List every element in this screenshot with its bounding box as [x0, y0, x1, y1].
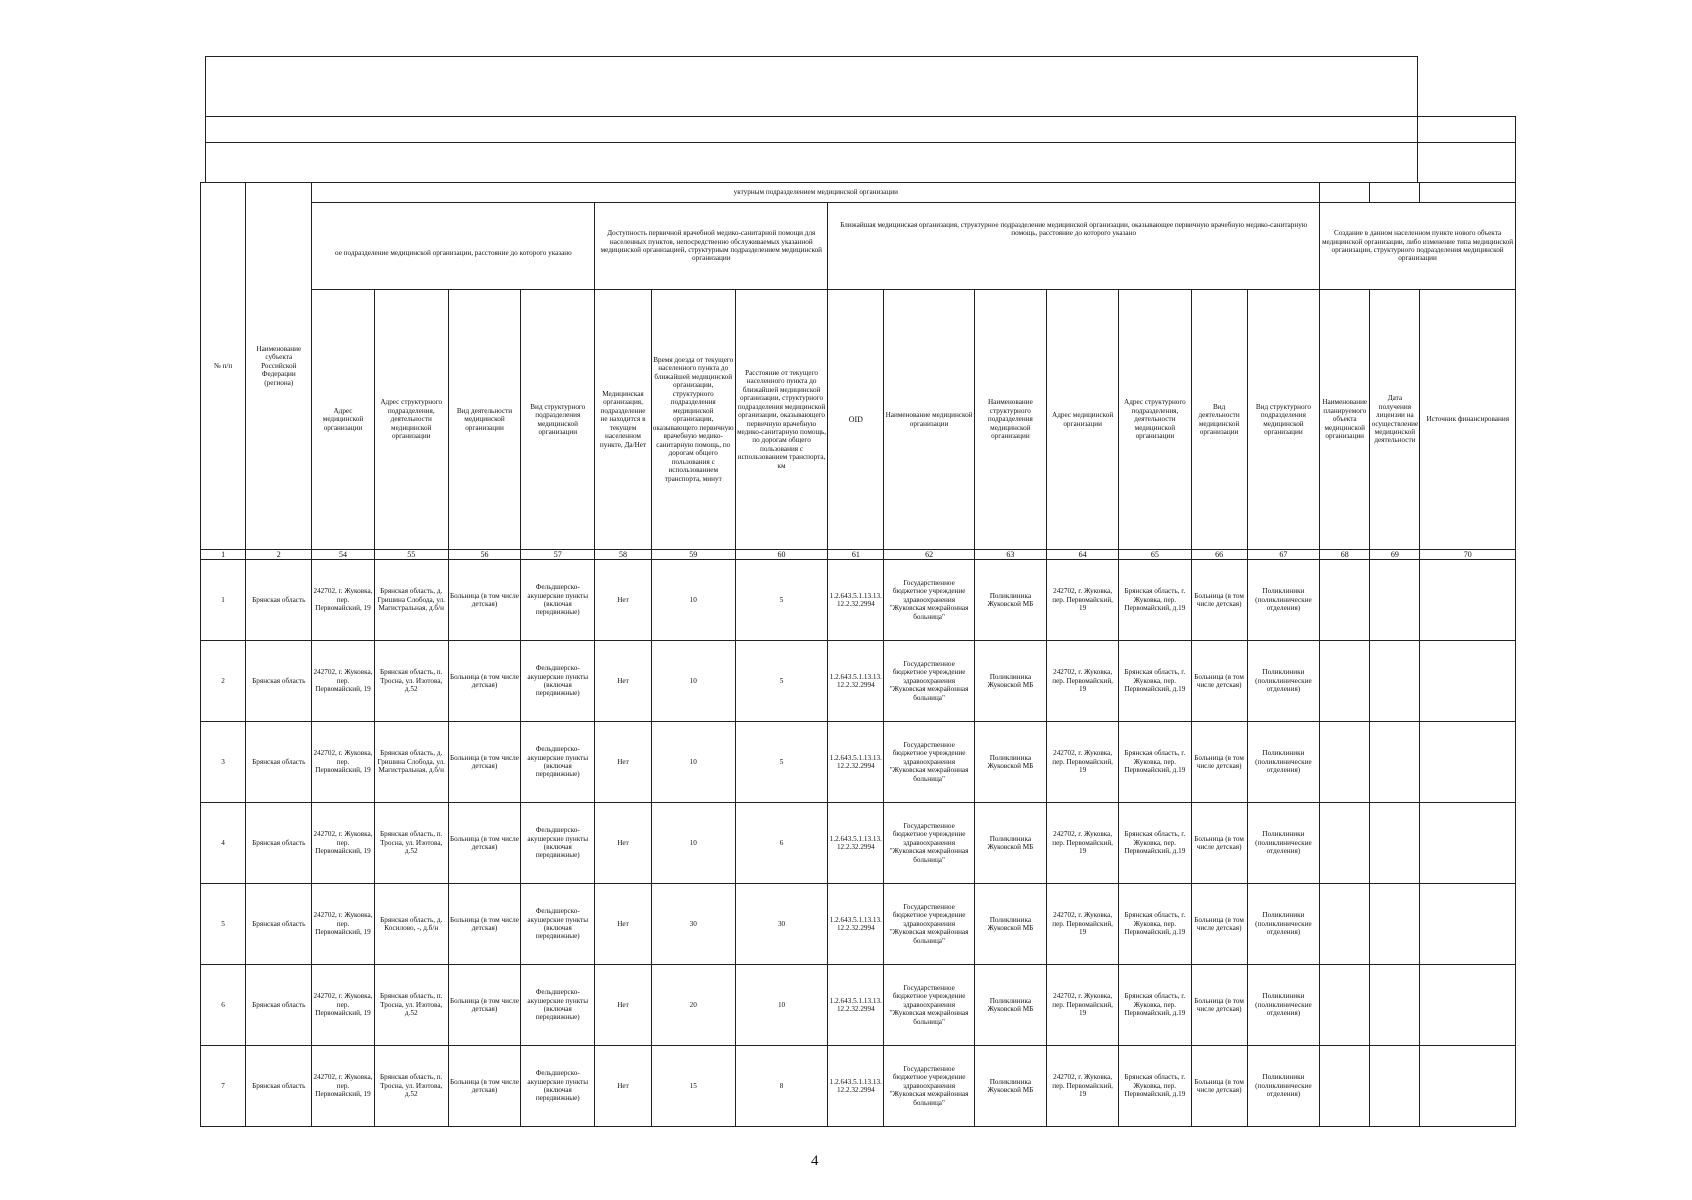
page-number: 4 — [811, 1153, 819, 1169]
cell-vid-sub: Фельдшерско-акушерские пункты (включая передвижные) — [521, 884, 595, 965]
col-number: 67 — [1247, 550, 1319, 560]
cell-flag: Нет — [595, 884, 651, 965]
cell-vid-sub2: Поликлиники (поликлинические отделения) — [1247, 965, 1319, 1046]
cell-c69 — [1370, 641, 1420, 722]
band-right-edge — [1515, 116, 1516, 183]
empty-header-cell — [1420, 183, 1516, 203]
cell-region: Брянская область — [246, 722, 312, 803]
cell-vid-sub2: Поликлиники (поликлинические отделения) — [1247, 1046, 1319, 1127]
col-62-header: Наименование медицинской организации — [884, 290, 974, 550]
subgroup-nearest: Ближайшая медицинская организация, структурное подразделение медицинской организации, оказывающее первичную врачебную медико-санитарную помощь, расстояние до которого указано — [828, 203, 1320, 290]
cell-n: 1 — [201, 560, 246, 641]
cell-c69 — [1370, 803, 1420, 884]
cell-dist: 5 — [735, 722, 827, 803]
cell-addr-sub: Брянская область, д. Гришина Слобода, ул. Магистральная, д.б/н — [374, 722, 448, 803]
cell-time: 20 — [651, 965, 735, 1046]
col-number: 66 — [1191, 550, 1247, 560]
table-row — [201, 965, 1516, 1046]
cell-addr-mo: 242702, г. Жуковка, пер. Первомайский, 19 — [312, 560, 374, 641]
cell-name-sub: Поликлиника Жуковской МБ — [974, 884, 1046, 965]
cell-flag: Нет — [595, 965, 651, 1046]
band-divider — [205, 116, 1516, 117]
cell-c69 — [1370, 1046, 1420, 1127]
cell-addr-mo: 242702, г. Жуковка, пер. Первомайский, 19 — [312, 803, 374, 884]
cell-name-sub: Поликлиника Жуковской МБ — [974, 641, 1046, 722]
cell-c70 — [1420, 722, 1516, 803]
col-number: 59 — [651, 550, 735, 560]
cell-c68 — [1320, 1046, 1370, 1127]
cell-n: 2 — [201, 641, 246, 722]
cell-c68 — [1320, 641, 1370, 722]
cell-flag: Нет — [595, 803, 651, 884]
col-55-header: Адрес структурного подразделения, деятельности медицинской организации — [374, 290, 448, 550]
cell-vid-mo: Больница (в том числе детская) — [448, 560, 520, 641]
cell-c70 — [1420, 1046, 1516, 1127]
cell-vid-sub: Фельдшерско-акушерские пункты (включая передвижные) — [521, 965, 595, 1046]
cell-c69 — [1370, 722, 1420, 803]
cell-addr-mo2: 242702, г. Жуковка, пер. Первомайский, 19 — [1047, 641, 1119, 722]
cell-vid-mo2: Больница (в том числе детская) — [1191, 884, 1247, 965]
col-54-header: Адрес медицинской организации — [312, 290, 374, 550]
cell-addr-sub2: Брянская область, г. Жуковка, пер. Первомайский, д.19 — [1119, 884, 1191, 965]
cell-vid-mo2: Больница (в том числе детская) — [1191, 803, 1247, 884]
cell-c68 — [1320, 560, 1370, 641]
col-2-header: Наименование субъекта Российской Федерации (региона) — [246, 183, 312, 550]
cell-time: 15 — [651, 1046, 735, 1127]
cell-vid-mo: Больница (в том числе детская) — [448, 641, 520, 722]
cell-vid-mo: Больница (в том числе детская) — [448, 1046, 520, 1127]
cell-vid-sub: Фельдшерско-акушерские пункты (включая передвижные) — [521, 560, 595, 641]
cell-oid: 1.2.643.5.1.13.13.12.2.32.2994 — [828, 722, 884, 803]
cell-addr-sub2: Брянская область, г. Жуковка, пер. Первомайский, д.19 — [1119, 1046, 1191, 1127]
cell-dist: 5 — [735, 641, 827, 722]
cell-flag: Нет — [595, 1046, 651, 1127]
cell-addr-sub: Брянская область, п. Троснa, ул. Изотова, д.52 — [374, 965, 448, 1046]
subgroup-new: Создание в данном населенном пункте нового объекта медицинской организации, либо изменение типа медицинской организации, структурного подразделения медицинской организации — [1320, 203, 1516, 290]
cell-flag: Нет — [595, 722, 651, 803]
table-row — [201, 722, 1516, 803]
col-number: 65 — [1119, 550, 1191, 560]
cell-vid-mo2: Больница (в том числе детская) — [1191, 1046, 1247, 1127]
cell-c68 — [1320, 884, 1370, 965]
cell-n: 6 — [201, 965, 246, 1046]
col-60-header: Расстояние от текущего населенного пункта до ближайшей медицинской организации, структурного подразделения медицинской организации, оказывающего первичную врачебную медико-санитарную помощь, по дорогам общего пользования с использованием транспорта, км — [735, 290, 827, 550]
cell-c69 — [1370, 884, 1420, 965]
cell-vid-sub2: Поликлиники (поликлинические отделения) — [1247, 803, 1319, 884]
subgroup-access: Доступность первичной врачебной медико-санитарной помощи для населенных пунктов, непосредственно обслуживаемых указанной медицинской организацией, структурным подразделением медицинской организации — [595, 203, 828, 290]
cell-addr-sub: Брянская область, п. Троснa, ул. Изотова, д.52 — [374, 641, 448, 722]
cell-vid-mo2: Больница (в том числе детская) — [1191, 560, 1247, 641]
cell-name-mo: Государственное бюджетное учреждение здравоохранения "Жуковская межрайонная больница" — [884, 803, 974, 884]
cell-addr-mo2: 242702, г. Жуковка, пер. Первомайский, 19 — [1047, 884, 1119, 965]
cell-c70 — [1420, 641, 1516, 722]
cell-name-sub: Поликлиника Жуковской МБ — [974, 803, 1046, 884]
cell-addr-mo: 242702, г. Жуковка, пер. Первомайский, 19 — [312, 1046, 374, 1127]
cell-addr-mo: 242702, г. Жуковка, пер. Первомайский, 19 — [312, 965, 374, 1046]
cell-addr-mo2: 242702, г. Жуковка, пер. Первомайский, 19 — [1047, 722, 1119, 803]
cell-vid-sub: Фельдшерско-акушерские пункты (включая передвижные) — [521, 1046, 595, 1127]
table-row — [201, 1046, 1516, 1127]
cell-c70 — [1420, 965, 1516, 1046]
subgroup-left: ое подразделение медицинской организации, расстояние до которого указано — [312, 203, 595, 290]
col-number: 60 — [735, 550, 827, 560]
cell-time: 10 — [651, 722, 735, 803]
cell-name-mo: Государственное бюджетное учреждение здравоохранения "Жуковская межрайонная больница" — [884, 560, 974, 641]
cell-addr-sub2: Брянская область, г. Жуковка, пер. Первомайский, д.19 — [1119, 803, 1191, 884]
col-number: 64 — [1047, 550, 1119, 560]
top-rule — [205, 56, 1418, 57]
col-59-header: Время доезда от текущего населенного пункта до ближайшей медицинской организации, структурного подразделения медицинской организации, оказывающего первичную врачебную медико-санитарную помощь, по дорогам общего пользования с использованием транспорта, минут — [651, 290, 735, 550]
cell-region: Брянская область — [246, 803, 312, 884]
cell-name-mo: Государственное бюджетное учреждение здравоохранения "Жуковская межрайонная больница" — [884, 965, 974, 1046]
cell-addr-sub2: Брянская область, г. Жуковка, пер. Первомайский, д.19 — [1119, 965, 1191, 1046]
cell-name-sub: Поликлиника Жуковской МБ — [974, 965, 1046, 1046]
section-title: уктурным подразделением медицинской организации — [312, 183, 1320, 203]
col-70-header: Источник финансирования — [1420, 290, 1516, 550]
data-table — [200, 182, 1516, 1127]
cell-c68 — [1320, 965, 1370, 1046]
cell-oid: 1.2.643.5.1.13.13.12.2.32.2994 — [828, 560, 884, 641]
cell-addr-sub2: Брянская область, г. Жуковка, пер. Первомайский, д.19 — [1119, 641, 1191, 722]
cell-region: Брянская область — [246, 965, 312, 1046]
top-frame — [205, 56, 1418, 183]
cell-vid-mo2: Больница (в том числе детская) — [1191, 965, 1247, 1046]
empty-header-cell — [1370, 183, 1420, 203]
cell-c70 — [1420, 884, 1516, 965]
col-56-header: Вид деятельности медицинской организации — [448, 290, 520, 550]
cell-time: 10 — [651, 641, 735, 722]
cell-vid-sub: Фельдшерско-акушерские пункты (включая передвижные) — [521, 641, 595, 722]
col-68-header: Наименование планируемого объекта медицинской организации — [1320, 290, 1370, 550]
cell-n: 4 — [201, 803, 246, 884]
cell-time: 10 — [651, 803, 735, 884]
cell-vid-sub2: Поликлиники (поликлинические отделения) — [1247, 884, 1319, 965]
cell-region: Брянская область — [246, 884, 312, 965]
cell-c69 — [1370, 560, 1420, 641]
cell-addr-mo2: 242702, г. Жуковка, пер. Первомайский, 19 — [1047, 1046, 1119, 1127]
cell-c68 — [1320, 722, 1370, 803]
cell-time: 30 — [651, 884, 735, 965]
cell-dist: 10 — [735, 965, 827, 1046]
cell-name-mo: Государственное бюджетное учреждение здравоохранения "Жуковская межрайонная больница" — [884, 884, 974, 965]
cell-dist: 6 — [735, 803, 827, 884]
cell-n: 5 — [201, 884, 246, 965]
col-67-header: Вид структурного подразделения медицинской организации — [1247, 290, 1319, 550]
cell-vid-sub2: Поликлиники (поликлинические отделения) — [1247, 722, 1319, 803]
cell-name-sub: Поликлиника Жуковской МБ — [974, 1046, 1046, 1127]
col-number: 1 — [201, 550, 246, 560]
table-row — [201, 641, 1516, 722]
cell-name-sub: Поликлиника Жуковской МБ — [974, 560, 1046, 641]
cell-dist: 30 — [735, 884, 827, 965]
cell-vid-sub: Фельдшерско-акушерские пункты (включая передвижные) — [521, 722, 595, 803]
cell-region: Брянская область — [246, 641, 312, 722]
cell-dist: 8 — [735, 1046, 827, 1127]
cell-dist: 5 — [735, 560, 827, 641]
cell-addr-mo2: 242702, г. Жуковка, пер. Первомайский, 19 — [1047, 965, 1119, 1046]
cell-vid-mo: Больница (в том числе детская) — [448, 803, 520, 884]
cell-c70 — [1420, 560, 1516, 641]
col-number: 62 — [884, 550, 974, 560]
cell-c69 — [1370, 965, 1420, 1046]
cell-name-sub: Поликлиника Жуковской МБ — [974, 722, 1046, 803]
col-number: 69 — [1370, 550, 1420, 560]
cell-addr-mo: 242702, г. Жуковка, пер. Первомайский, 19 — [312, 884, 374, 965]
col-64-header: Адрес медицинской организации — [1047, 290, 1119, 550]
cell-flag: Нет — [595, 560, 651, 641]
cell-name-mo: Государственное бюджетное учреждение здравоохранения "Жуковская межрайонная больница" — [884, 722, 974, 803]
col-number: 70 — [1420, 550, 1516, 560]
cell-vid-mo: Больница (в том числе детская) — [448, 722, 520, 803]
cell-c70 — [1420, 803, 1516, 884]
table-row — [201, 884, 1516, 965]
band-divider — [205, 142, 1516, 143]
cell-n: 3 — [201, 722, 246, 803]
col-number: 2 — [246, 550, 312, 560]
cell-addr-sub2: Брянская область, г. Жуковка, пер. Первомайский, д.19 — [1119, 722, 1191, 803]
cell-vid-mo2: Больница (в том числе детская) — [1191, 722, 1247, 803]
table-row — [201, 560, 1516, 641]
cell-addr-sub: Брянская область, д. Косилово, -, д.б/н — [374, 884, 448, 965]
col-65-header: Адрес структурного подразделения, деятельности медицинской организации — [1119, 290, 1191, 550]
cell-vid-sub2: Поликлиники (поликлинические отделения) — [1247, 560, 1319, 641]
col-number: 63 — [974, 550, 1046, 560]
col-66-header: Вид деятельности медицинской организации — [1191, 290, 1247, 550]
cell-oid: 1.2.643.5.1.13.13.12.2.32.2994 — [828, 1046, 884, 1127]
cell-vid-mo: Больница (в том числе детская) — [448, 884, 520, 965]
cell-vid-mo2: Больница (в том числе детская) — [1191, 641, 1247, 722]
empty-header-cell — [1320, 183, 1370, 203]
cell-name-mo: Государственное бюджетное учреждение здравоохранения "Жуковская межрайонная больница" — [884, 641, 974, 722]
col-1-header: № п/п — [201, 183, 246, 550]
cell-oid: 1.2.643.5.1.13.13.12.2.32.2994 — [828, 884, 884, 965]
cell-vid-sub: Фельдшерско-акушерские пункты (включая передвижные) — [521, 803, 595, 884]
cell-addr-mo2: 242702, г. Жуковка, пер. Первомайский, 19 — [1047, 803, 1119, 884]
cell-oid: 1.2.643.5.1.13.13.12.2.32.2994 — [828, 641, 884, 722]
col-number: 68 — [1320, 550, 1370, 560]
cell-addr-mo: 242702, г. Жуковка, пер. Первомайский, 19 — [312, 641, 374, 722]
cell-c68 — [1320, 803, 1370, 884]
cell-time: 10 — [651, 560, 735, 641]
col-number: 55 — [374, 550, 448, 560]
col-58-header: Медицинская организация, подразделение не находится в текущем населенном пункте, Да/Нет — [595, 290, 651, 550]
col-69-header: Дата получения лицензии на осуществление медицинской деятельности — [1370, 290, 1420, 550]
cell-addr-sub: Брянская область, п. Троснa, ул. Изотова, д.52 — [374, 1046, 448, 1127]
col-63-header: Наименование структурного подразделения медицинской организации — [974, 290, 1046, 550]
table-row — [201, 803, 1516, 884]
cell-oid: 1.2.643.5.1.13.13.12.2.32.2994 — [828, 965, 884, 1046]
cell-addr-mo: 242702, г. Жуковка, пер. Первомайский, 19 — [312, 722, 374, 803]
cell-oid: 1.2.643.5.1.13.13.12.2.32.2994 — [828, 803, 884, 884]
cell-addr-sub: Брянская область, д. Гришина Слобода, ул. Магистральная, д.б/н — [374, 560, 448, 641]
cell-region: Брянская область — [246, 560, 312, 641]
cell-region: Брянская область — [246, 1046, 312, 1127]
col-number: 57 — [521, 550, 595, 560]
cell-name-mo: Государственное бюджетное учреждение здравоохранения "Жуковская межрайонная больница" — [884, 1046, 974, 1127]
cell-addr-sub: Брянская область, п. Троснa, ул. Изотова, д.52 — [374, 803, 448, 884]
col-number: 58 — [595, 550, 651, 560]
col-61-header: OID — [828, 290, 884, 550]
cell-vid-mo: Больница (в том числе детская) — [448, 965, 520, 1046]
cell-addr-sub2: Брянская область, г. Жуковка, пер. Первомайский, д.19 — [1119, 560, 1191, 641]
column-number-row — [201, 550, 1516, 560]
cell-flag: Нет — [595, 641, 651, 722]
col-57-header: Вид структурного подразделения медицинской организации — [521, 290, 595, 550]
cell-n: 7 — [201, 1046, 246, 1127]
col-number: 54 — [312, 550, 374, 560]
cell-addr-mo2: 242702, г. Жуковка, пер. Первомайский, 19 — [1047, 560, 1119, 641]
col-number: 56 — [448, 550, 520, 560]
col-number: 61 — [828, 550, 884, 560]
cell-vid-sub2: Поликлиники (поликлинические отделения) — [1247, 641, 1319, 722]
